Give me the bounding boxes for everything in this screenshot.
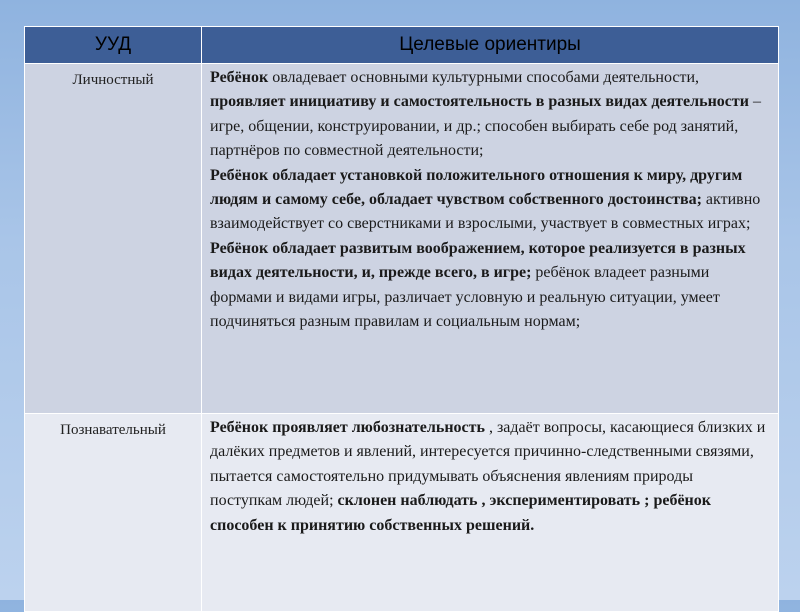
- header-target-guidelines: Целевые ориентиры: [202, 27, 779, 64]
- table-header-row: [25, 27, 779, 64]
- description-paragraph: [210, 237, 768, 335]
- description-cell: [202, 64, 779, 414]
- bold-text-segment: Ребёнок обладает развитым воображением, которое реализуется в разных видах деятельности, и, прежде всего, в игре;: [210, 239, 746, 282]
- uud-table: [24, 26, 779, 612]
- bold-text-segment: Ребёнок проявляет любознательность: [210, 419, 485, 436]
- text-segment: овладевает основными культурными способами деятельности,: [268, 69, 700, 86]
- bold-text-segment: Ребёнок обладает установкой положительного отношения к миру, другим людям и самому себе, обладает чувством собственного достоинства;: [210, 166, 743, 209]
- category-personal: Личностный: [25, 64, 202, 414]
- table-row: [25, 64, 779, 414]
- text-segment: , задаёт вопросы, касающиеся близких и далёких предметов и явлений, интересуется причинно-следственными связями, пытается самостоятельно придумывать объяснения явлениям природы поступкам людей;: [210, 419, 766, 510]
- bold-text-segment: Ребёнок: [210, 69, 269, 86]
- description-paragraph: [210, 66, 768, 164]
- description-paragraph: [210, 164, 768, 237]
- text-segment: ребёнок владеет разными формами и видами игры, различает условную и реальную ситуации, умеет подчиняться разным правилам и социальным нормам;: [210, 264, 720, 331]
- table-row: [25, 414, 779, 612]
- description-paragraph: [210, 416, 768, 538]
- text-segment: –игре, общении, конструировании, и др.; способен выбирать себе род занятий, партнёров по совместной деятельности;: [210, 93, 761, 160]
- header-uud: УУД: [25, 27, 202, 64]
- bold-text-segment: склонен наблюдать , экспериментировать ; ребёнок способен к принятию собственных решений.: [210, 492, 711, 534]
- bold-text-segment: проявляет инициативу и самостоятельность в разных видах деятельности: [210, 93, 749, 111]
- description-cell: [202, 414, 779, 612]
- text-segment: активно взаимодействует со сверстниками и взрослыми, участвует в совместных играх;: [210, 191, 761, 233]
- category-cognitive: Познавательный: [25, 414, 202, 612]
